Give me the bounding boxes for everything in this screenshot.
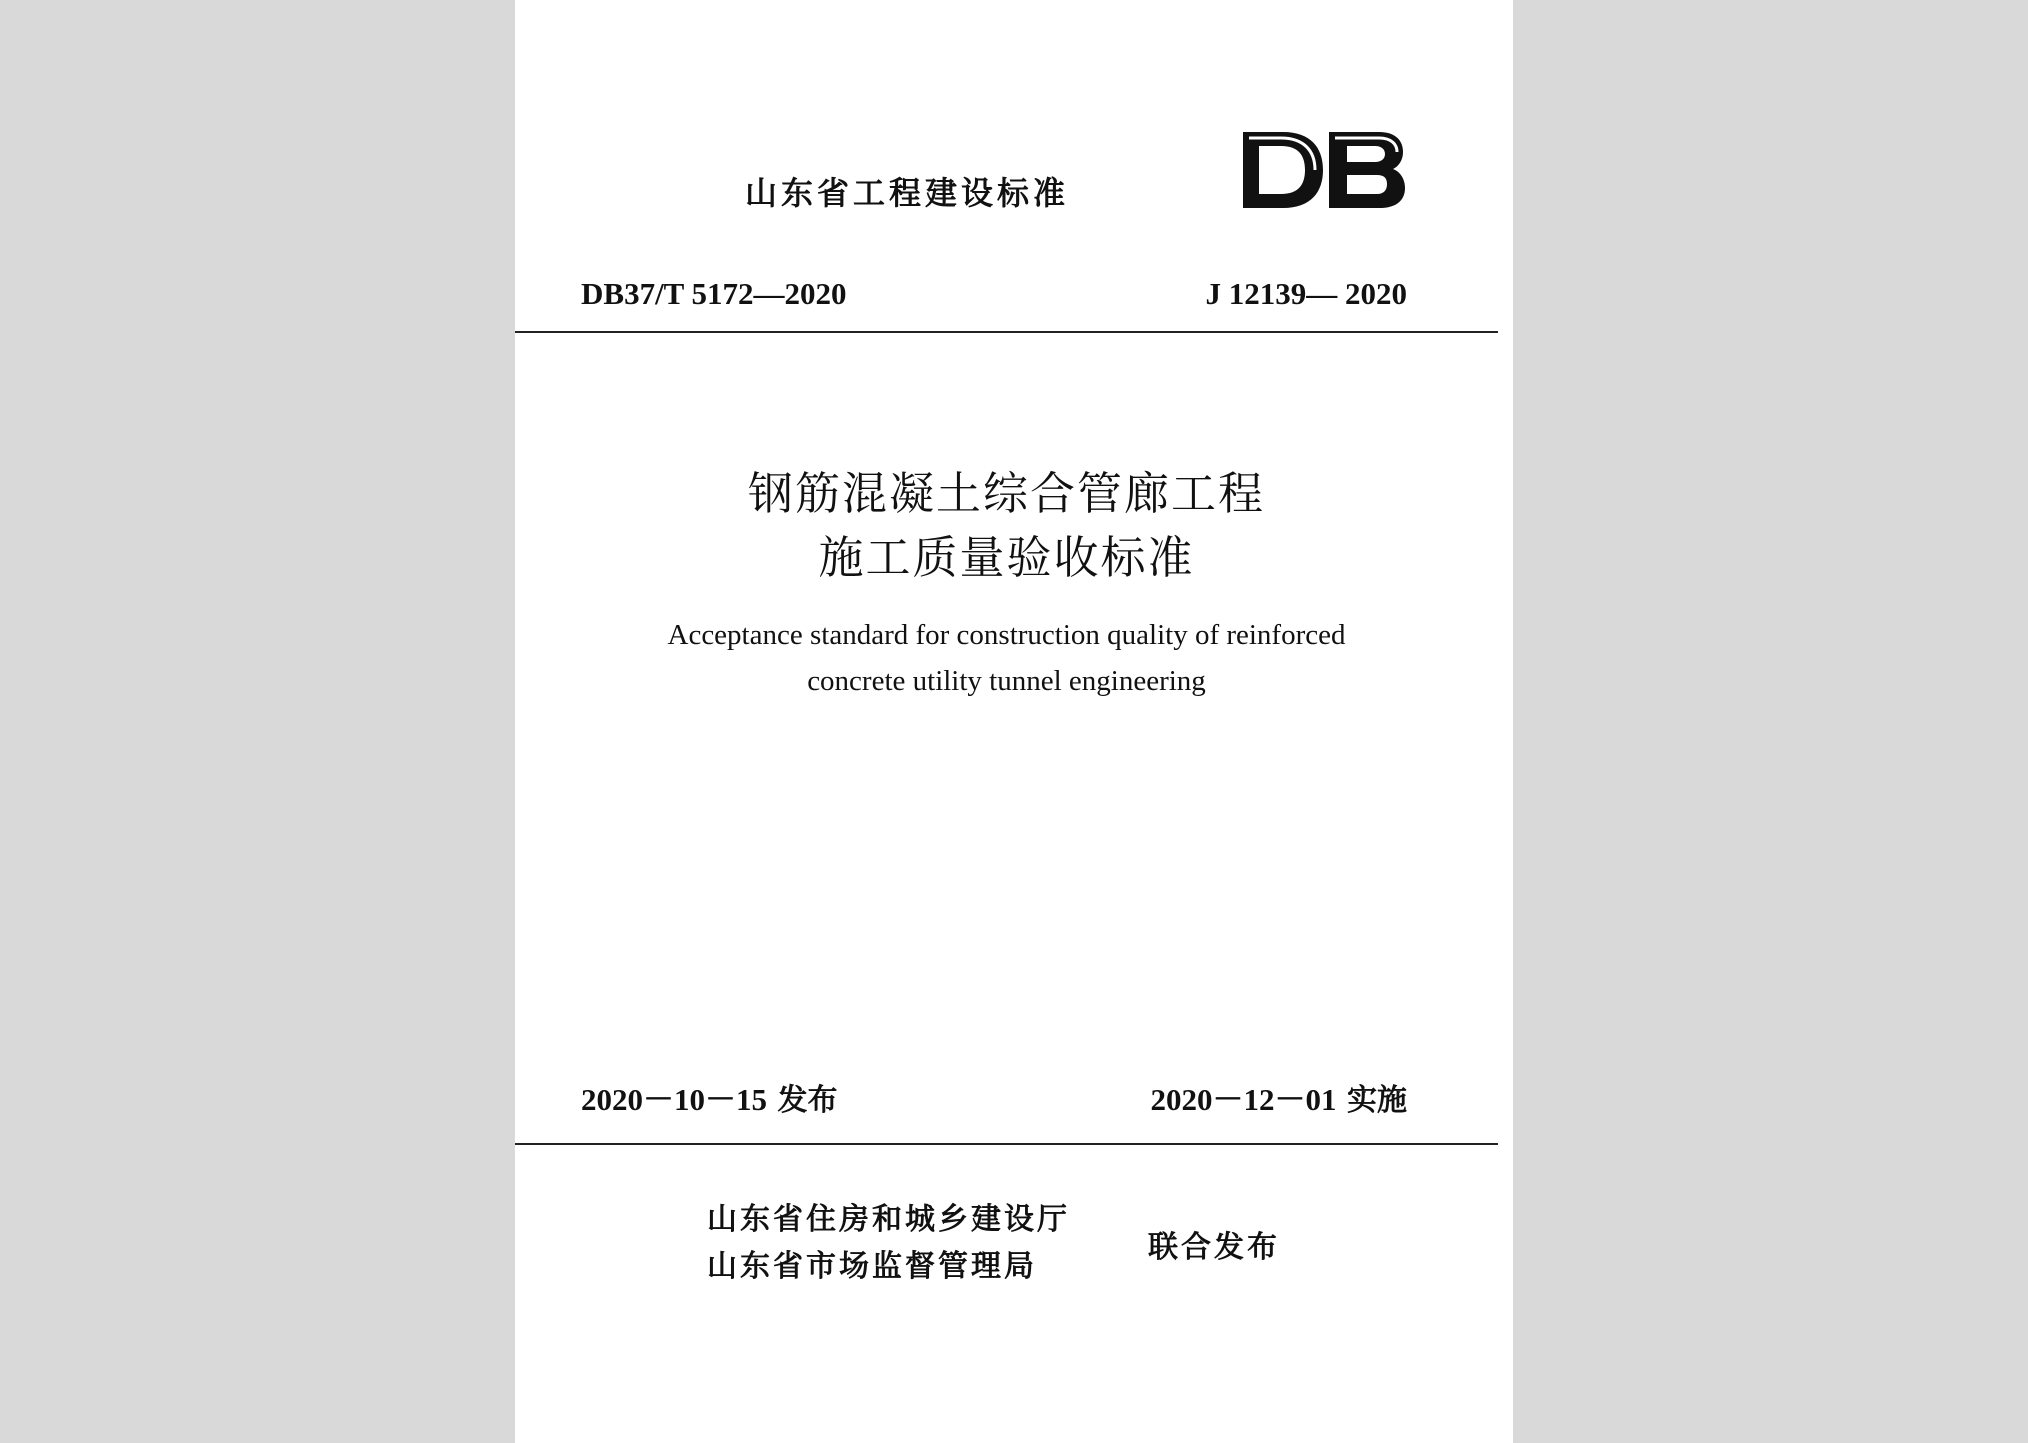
title-en-line2: concrete utility tunnel engineering	[807, 665, 1206, 697]
header-divider	[515, 331, 1498, 333]
issuer-list	[707, 1196, 1070, 1290]
document-cover	[515, 0, 1513, 1443]
issuer-1: 山东省住房和城乡建设厅	[707, 1202, 1070, 1237]
standard-number: DB37/T 5172—2020	[581, 276, 847, 311]
issue-date: 2020－10－15	[581, 1082, 767, 1117]
db-logo	[1239, 128, 1407, 212]
title-cn-line1: 钢筋混凝土综合管廊工程	[747, 467, 1265, 520]
joint-issue-label: 联合发布	[1148, 1230, 1280, 1265]
title-en-line1: Acceptance standard for construction quality of reinforced	[667, 619, 1346, 651]
footer-divider	[515, 1143, 1498, 1145]
record-number: J 12139— 2020	[1205, 276, 1407, 311]
issuer-2: 山东省市场监督管理局	[707, 1249, 1037, 1284]
effective-date: 2020－12－01	[1150, 1082, 1337, 1117]
standard-category: 山东省工程建设标准	[745, 174, 1070, 212]
title-cn-line2: 施工质量验收标准	[818, 531, 1195, 584]
issue-label: 发布	[777, 1083, 838, 1118]
effective-label: 实施	[1347, 1083, 1407, 1118]
effective-date-block	[1151, 1074, 1407, 1119]
issue-date-block	[581, 1074, 837, 1119]
